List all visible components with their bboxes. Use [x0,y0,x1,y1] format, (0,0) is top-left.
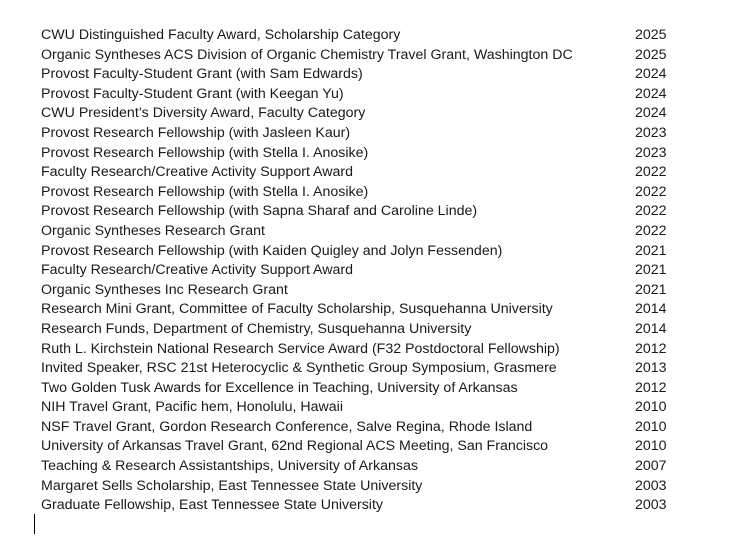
award-row [41,340,681,360]
award-year: 2021 [635,262,667,279]
award-year: 2023 [635,144,667,161]
award-row [41,202,681,222]
award-row [41,85,681,105]
award-title: CWU Distinguished Faculty Award, Scholarship Category [41,27,401,43]
award-title: Organic Syntheses Inc Research Grant [41,281,288,298]
award-row [41,379,681,399]
award-row [41,46,681,66]
award-row [41,359,681,379]
award-title: Provost Faculty-Student Grant (with Sam Edwards) [41,66,363,83]
award-title: NSF Travel Grant, Gordon Research Conference, Salve Regina, Rhode Island [41,418,533,435]
award-year: 2024 [635,85,667,102]
award-year: 2013 [635,360,667,377]
award-title: Provost Research Fellowship (with Stella I. Anosike) [41,183,369,200]
award-row [41,457,681,477]
award-year: 2010 [635,399,667,416]
award-year: 2012 [635,340,667,357]
award-year: 2014 [635,301,667,318]
award-row [41,183,681,203]
award-title: Research Mini Grant, Committee of Faculty Scholarship, Susquehanna University [41,301,553,318]
award-title: Organic Syntheses Research Grant [41,222,265,239]
award-title: University of Arkansas Travel Grant, 62nd Regional ACS Meeting, San Francisco [41,438,549,455]
award-year: 2022 [635,222,667,239]
award-row [41,163,681,183]
award-row [41,26,681,46]
award-year: 2003 [635,477,667,494]
award-title: Provost Research Fellowship (with Jasleen Kaur) [41,124,351,141]
award-title: CWU President’s Diversity Award, Faculty Category [41,105,366,122]
award-row [41,418,681,438]
award-year: 2022 [635,203,667,220]
award-row [41,437,681,457]
award-title: Provost Research Fellowship (with Stella I. Anosike) [41,144,369,161]
award-row [41,320,681,340]
award-row [41,398,681,418]
award-title: NIH Travel Grant, Pacific hem, Honolulu, Hawaii [41,399,343,416]
award-year: 2022 [635,183,667,200]
award-title: Teaching & Research Assistantships, University of Arkansas [41,458,418,475]
award-title: Research Funds, Department of Chemistry, Susquehanna University [41,320,472,337]
award-row [41,222,681,242]
award-year: 2023 [635,124,667,141]
award-year: 2025 [635,27,667,43]
award-row [41,261,681,281]
award-title: Two Golden Tusk Awards for Excellence in Teaching, University of Arkansas [41,379,518,396]
award-year: 2021 [635,281,667,298]
award-row [41,477,681,497]
award-year: 2010 [635,438,667,455]
award-year: 2022 [635,164,667,181]
award-row [41,281,681,301]
award-row [41,300,681,320]
award-title: Faculty Research/Creative Activity Support Award [41,262,353,279]
award-title: Ruth L. Kirchstein National Research Service Award (F32 Postdoctoral Fellowship) [41,340,560,357]
award-title: Provost Research Fellowship (with Kaiden Quigley and Jolyn Fessenden) [41,242,503,259]
award-title: Provost Research Fellowship (with Sapna Sharaf and Caroline Linde) [41,203,478,220]
award-title: Margaret Sells Scholarship, East Tennessee State University [41,477,423,494]
award-row [41,242,681,262]
awards-list [41,26,681,516]
award-year: 2003 [635,497,667,514]
award-row [41,496,681,516]
award-title: Organic Syntheses ACS Division of Organic Chemistry Travel Grant, Washington DC [41,46,573,63]
award-year: 2024 [635,66,667,83]
award-title: Graduate Fellowship, East Tennessee State University [41,497,383,514]
award-year: 2014 [635,320,667,337]
award-row [41,65,681,85]
award-year: 2024 [635,105,667,122]
award-year: 2025 [635,46,667,63]
award-row [41,104,681,124]
award-year: 2007 [635,458,667,475]
award-title: Faculty Research/Creative Activity Support Award [41,164,353,181]
award-title: Invited Speaker, RSC 21st Heterocyclic & Synthetic Group Symposium, Grasmere [41,360,557,377]
award-year: 2012 [635,379,667,396]
award-title: Provost Faculty-Student Grant (with Keegan Yu) [41,85,344,102]
text-cursor [34,514,35,534]
award-year: 2010 [635,418,667,435]
award-row [41,144,681,164]
award-year: 2021 [635,242,667,259]
award-row [41,124,681,144]
